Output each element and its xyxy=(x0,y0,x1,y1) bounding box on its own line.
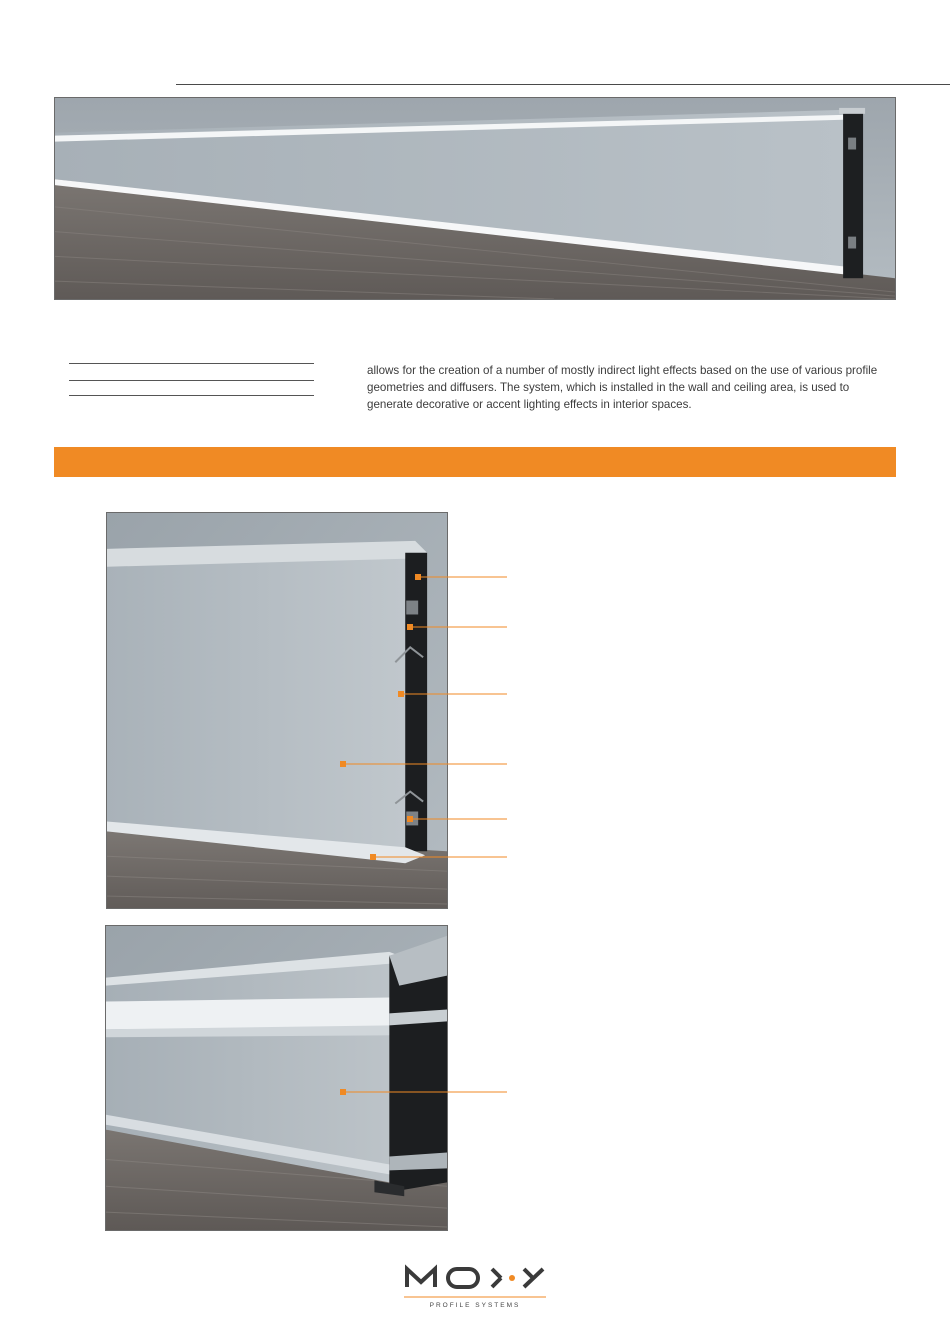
header-rule xyxy=(176,84,950,85)
detail-photo-1 xyxy=(106,512,448,909)
hero-photo xyxy=(54,97,896,300)
logo-tagline: PROFILE SYSTEMS xyxy=(429,1302,521,1309)
detail-photo-2 xyxy=(105,925,448,1231)
meta-line-2 xyxy=(69,380,314,381)
intro-paragraph: allows for the creation of a number of mostly indirect light effects based on the use of various profile geometries and diffusers. The system, which is installed in the wall and ceiling area, is used to generate decorative or accent lighting effects in interior spaces. xyxy=(367,364,878,411)
section-band xyxy=(54,447,896,477)
meta-line-1 xyxy=(69,363,314,364)
meta-line-3 xyxy=(69,395,314,396)
